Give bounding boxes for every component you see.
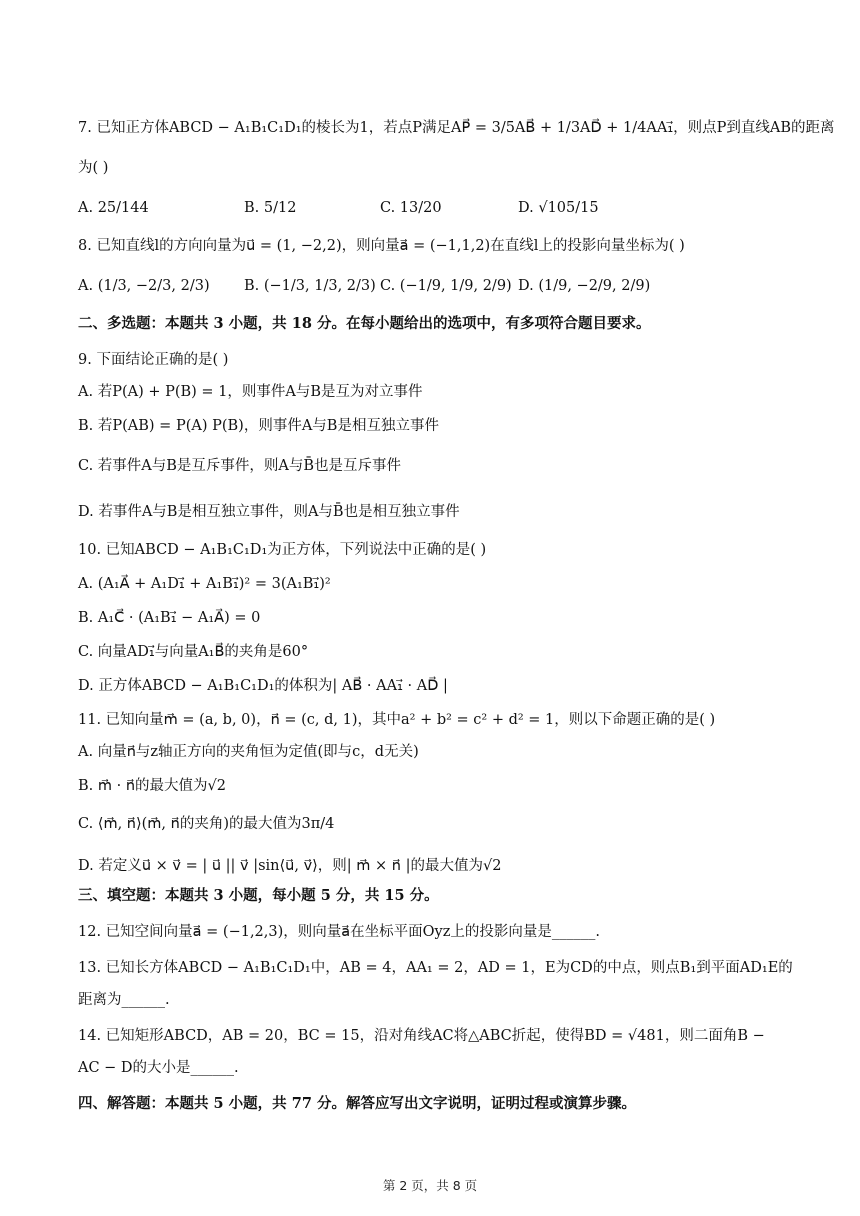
q11-option-b: B. m⃗ · n⃗的最大值为√2	[78, 778, 226, 794]
q11-option-c: C. ⟨m⃗, n⃗⟩(m⃗, n⃗的夹角)的最大值为3π/4	[78, 816, 335, 832]
q8-option-b: B. (−1/3, 1/3, 2/3)	[244, 278, 376, 294]
q8-option-a: A. (1/3, −2/3, 2/3)	[78, 278, 210, 294]
q7-option-c: C. 13/20	[380, 200, 442, 216]
q10-option-a: A. (A₁A⃗ + A₁D₁⃗ + A₁B₁⃗)² = 3(A₁B₁⃗)²	[78, 576, 331, 592]
q9-option-b: B. 若P(AB) = P(A) P(B)，则事件A与B是相互独立事件	[78, 418, 439, 434]
q12-stem: 12. 已知空间向量a⃗ = (−1,2,3)，则向量a⃗在坐标平面Oyz上的投影向量是______.	[78, 924, 600, 940]
q10-option-c: C. 向量AD₁⃗与向量A₁B⃗的夹角是60°	[78, 644, 309, 660]
q10-option-b: B. A₁C⃗ · (A₁B₁⃗ − A₁A⃗) = 0	[78, 610, 261, 626]
section-2-heading: 二、多选题：本题共 3 小题，共 18 分。在每小题给出的选项中，有多项符合题目要求。	[78, 315, 651, 332]
section-3-heading: 三、填空题：本题共 3 小题，每小题 5 分，共 15 分。	[78, 887, 439, 904]
q11-option-d: D. 若定义u⃗ × v⃗ = | u⃗ || v⃗ |sin⟨u⃗, v⃗⟩，则| m⃗ × n⃗ |的最大值为√2	[78, 858, 502, 874]
q14-line2: AC − D的大小是______.	[78, 1060, 239, 1076]
q13-line1: 13. 已知长方体ABCD − A₁B₁C₁D₁中，AB = 4，AA₁ = 2，AD = 1，E为CD的中点，则点B₁到平面AD₁E的	[78, 960, 793, 976]
section-4-heading: 四、解答题：本题共 5 小题，共 77 分。解答应写出文字说明，证明过程或演算步骤。	[78, 1095, 636, 1112]
q11-stem: 11. 已知向量m⃗ = (a, b, 0)，n⃗ = (c, d, 1)，其中a² + b² = c² + d² = 1，则以下命题正确的是( )	[78, 712, 716, 728]
q14-line1: 14. 已知矩形ABCD，AB = 20，BC = 15，沿对角线AC将△ABC折起，使得BD = √481，则二面角B −	[78, 1028, 765, 1044]
q8-option-c: C. (−1/9, 1/9, 2/9)	[380, 278, 512, 294]
q8-option-d: D. (1/9, −2/9, 2/9)	[518, 278, 651, 294]
q7-option-b: B. 5/12	[244, 200, 297, 216]
page-footer: 第 2 页，共 8 页	[382, 1178, 478, 1193]
q7-option-a: A. 25/144	[78, 200, 149, 216]
q13-line2: 距离为______.	[78, 992, 170, 1008]
q7-stem-line1: 7. 已知正方体ABCD − A₁B₁C₁D₁的棱长为1，若点P满足AP⃗ = 3/5AB⃗ + 1/3AD⃗ + 1/4AA₁⃗，则点P到直线AB的距离	[78, 120, 835, 136]
q11-option-a: A. 向量n⃗与z轴正方向的夹角恒为定值(即与c，d无关)	[78, 744, 419, 760]
q7-stem-line2: 为( )	[78, 160, 109, 176]
q9-option-d: D. 若事件A与B是相互独立事件，则A与B̄也是相互独立事件	[78, 504, 460, 520]
q9-option-a: A. 若P(A) + P(B) = 1，则事件A与B是互为对立事件	[78, 384, 423, 400]
q9-option-c: C. 若事件A与B是互斥事件，则A与B̄也是互斥事件	[78, 458, 402, 474]
q9-stem: 9. 下面结论正确的是( )	[78, 352, 229, 368]
q10-option-d: D. 正方体ABCD − A₁B₁C₁D₁的体积为| AB⃗ · AA₁⃗ · AD⃗ |	[78, 678, 448, 694]
q10-stem: 10. 已知ABCD − A₁B₁C₁D₁为正方体，下列说法中正确的是( )	[78, 542, 487, 558]
q8-stem: 8. 已知直线l的方向向量为u⃗ = (1, −2,2)，则向量a⃗ = (−1,1,2)在直线l上的投影向量坐标为( )	[78, 238, 685, 254]
q7-option-d: D. √105/15	[518, 200, 599, 216]
